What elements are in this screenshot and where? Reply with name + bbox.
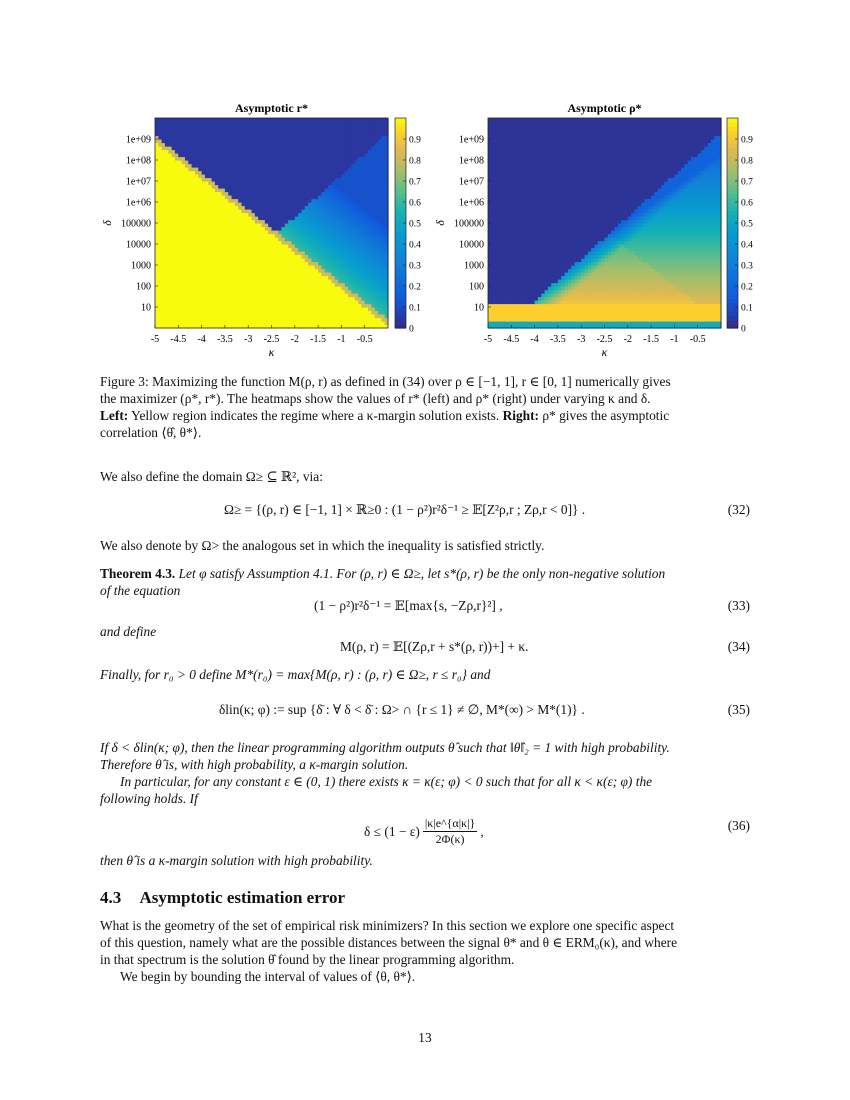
- colorbar-cell: [395, 252, 406, 257]
- colorbar-cell: [395, 223, 406, 228]
- heatmap-cells: [488, 118, 722, 329]
- colorbar-tick-label: 0.4: [409, 240, 421, 251]
- colorbar-cell: [395, 126, 406, 131]
- y-tick-label: 1000: [131, 260, 151, 272]
- heatmap-panel-2: [433, 101, 753, 359]
- colorbar-cell: [395, 168, 406, 173]
- colorbar-cell: [395, 202, 406, 207]
- colorbar-tick-label: 0.9: [409, 135, 421, 146]
- colorbar-cell: [395, 206, 406, 211]
- colorbar-cell: [395, 265, 406, 270]
- figure-3: [100, 96, 760, 361]
- colorbar-tick-label: 0.7: [409, 177, 421, 188]
- x-tick-label: -5: [150, 334, 160, 345]
- y-tick-label: 1e+09: [125, 134, 151, 146]
- colorbar-cell: [395, 299, 406, 304]
- colorbar-cell: [395, 278, 406, 283]
- colorbar-cell: [395, 194, 406, 199]
- colorbar-tick-label: 0.2: [409, 282, 421, 293]
- x-tick-label: -4: [197, 334, 206, 345]
- x-tick-label: -0.5: [356, 334, 373, 345]
- colorbar-cell: [395, 118, 406, 123]
- colorbar-cell: [395, 273, 406, 278]
- x-axis-label: κ: [268, 345, 275, 359]
- colorbar-cell: [395, 181, 406, 186]
- heatmap-panel-1: [100, 101, 421, 359]
- y-tick-label: 1e+06: [125, 197, 151, 209]
- x-tick-label: -3: [244, 334, 253, 345]
- colorbar-cell: [395, 269, 406, 274]
- colorbar-tick-label: 0.1: [409, 303, 421, 314]
- colorbar-cell: [395, 139, 406, 144]
- x-tick-label: -4.5: [170, 334, 187, 345]
- colorbar-tick-label: 0: [409, 324, 414, 335]
- colorbar-cell: [395, 227, 406, 232]
- colorbar-cell: [395, 320, 406, 325]
- y-tick-label: 100: [136, 281, 151, 293]
- x-tick-label: -3.5: [216, 334, 233, 345]
- colorbar-cell: [395, 286, 406, 291]
- colorbar-cell: [395, 307, 406, 312]
- colorbar-tick-label: 0.5: [409, 219, 421, 230]
- colorbar-cell: [395, 152, 406, 157]
- colorbar-tick-label: 0.3: [409, 261, 421, 272]
- colorbar-cell: [395, 231, 406, 236]
- x-tick-label: -2.5: [263, 334, 280, 345]
- y-tick-label: 100000: [121, 218, 151, 230]
- colorbar-cell: [395, 189, 406, 194]
- colorbar-cell: [395, 164, 406, 169]
- colorbar-cell: [395, 236, 406, 241]
- colorbar-cell: [395, 173, 406, 178]
- chart-title: Asymptotic r*: [235, 101, 308, 115]
- colorbar-cell: [395, 160, 406, 165]
- colorbar-tick-label: 0.6: [409, 198, 421, 209]
- colorbar-tick-label: 0.8: [409, 156, 421, 167]
- heatmap-cells: [155, 118, 389, 329]
- x-tick-label: -1: [337, 334, 346, 345]
- y-tick-label: 10: [141, 302, 151, 314]
- y-axis-label: δ: [100, 220, 114, 226]
- colorbar-cell: [395, 215, 406, 220]
- colorbar-cell: [395, 257, 406, 262]
- x-tick-label: -2: [290, 334, 299, 345]
- y-tick-label: 1e+07: [125, 176, 151, 188]
- colorbar-cell: [395, 131, 406, 136]
- colorbar-cell: [395, 290, 406, 295]
- colorbar-cell: [395, 311, 406, 316]
- colorbar-cell: [395, 248, 406, 253]
- heatmap-figure: [100, 96, 760, 361]
- colorbar-cell: [395, 185, 406, 190]
- colorbar-cell: [395, 315, 406, 320]
- colorbar-cell: [395, 244, 406, 249]
- colorbar-cell: [395, 147, 406, 152]
- colorbar: [395, 118, 421, 335]
- x-tick-label: -1.5: [310, 334, 327, 345]
- colorbar-cell: [395, 122, 406, 127]
- y-tick-label: 10000: [126, 239, 151, 251]
- colorbar-cell: [395, 210, 406, 215]
- colorbar-cell: [395, 294, 406, 299]
- colorbar-cell: [395, 143, 406, 148]
- y-tick-label: 1e+08: [125, 155, 151, 167]
